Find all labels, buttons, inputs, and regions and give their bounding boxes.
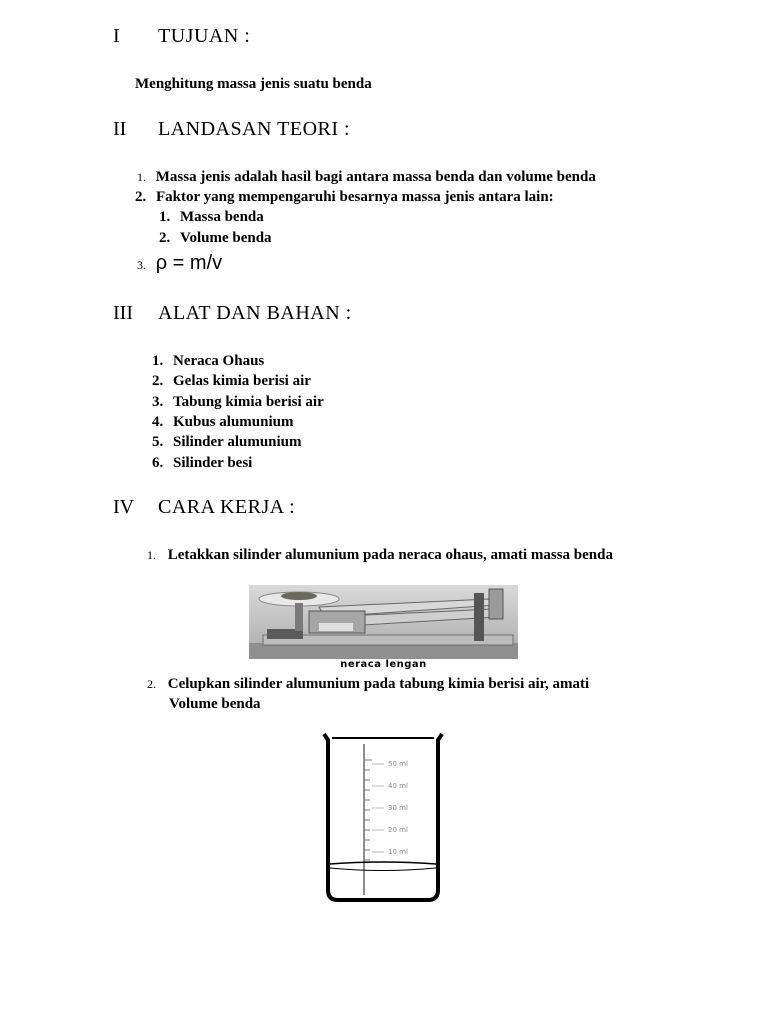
section-3-title: ALAT DAN BAHAN : <box>158 302 352 324</box>
list-number: 2. <box>135 189 147 205</box>
list-number: 2. <box>152 373 164 389</box>
list-text-continuation: Volume benda <box>169 696 261 712</box>
list-item <box>152 394 324 411</box>
beaker-mark-label: 10 ml <box>388 848 408 856</box>
beaker-mark-label: 50 ml <box>388 760 408 768</box>
list-item <box>147 676 589 693</box>
list-text: Faktor yang mempengaruhi besarnya massa jenis antara lain: <box>156 189 554 205</box>
formula-item <box>137 252 222 275</box>
list-text: Silinder alumunium <box>173 434 302 450</box>
list-number: 1. <box>147 548 156 562</box>
balance-caption: neraca lengan <box>340 659 427 670</box>
list-number: 1. <box>137 170 146 184</box>
list-number: 1. <box>159 209 171 225</box>
list-item <box>159 230 272 247</box>
list-text: Kubus alumunium <box>173 414 294 430</box>
list-text: Letakkan silinder alumunium pada neraca ohaus, amati massa benda <box>167 547 613 563</box>
section-2-title: LANDASAN TEORI : <box>158 118 351 140</box>
list-text: Tabung kimia berisi air <box>173 394 324 410</box>
list-item <box>152 373 311 390</box>
list-item <box>152 353 264 370</box>
list-item <box>159 209 264 226</box>
list-number: 6. <box>152 455 164 471</box>
water-meniscus <box>330 868 436 871</box>
objective-text: Menghitung massa jenis suatu benda <box>135 76 372 92</box>
section-2-number: II <box>113 118 127 140</box>
beaker-mark-label: 40 ml <box>388 782 408 790</box>
list-item <box>152 455 252 472</box>
section-1-number: I <box>113 25 120 47</box>
section-4-number: IV <box>113 496 135 518</box>
list-number: 3. <box>152 394 164 410</box>
list-item <box>147 547 613 564</box>
beaker-outline <box>324 734 442 900</box>
list-item <box>135 189 554 206</box>
list-number: 1. <box>152 353 164 369</box>
list-text: Silinder besi <box>173 455 253 471</box>
list-item <box>152 434 302 451</box>
beaker-image <box>318 730 448 905</box>
section-1-title: TUJUAN : <box>158 25 251 47</box>
list-number: 4. <box>152 414 164 430</box>
beaker-mark-label: 30 ml <box>388 804 408 812</box>
list-text: Volume benda <box>180 230 272 246</box>
list-item <box>152 414 293 431</box>
list-text: Massa jenis adalah hasil bagi antara massa benda dan volume benda <box>155 169 596 185</box>
list-number: 3. <box>137 258 146 272</box>
list-text: Gelas kimia berisi air <box>173 373 311 389</box>
balance-photo <box>249 585 518 659</box>
triple-beam-balance-image <box>249 585 518 659</box>
list-text: Massa benda <box>180 209 264 225</box>
beaker-mark-label: 20 ml <box>388 826 408 834</box>
section-4-title: CARA KERJA : <box>158 496 296 518</box>
water-surface <box>330 862 436 864</box>
list-number: 5. <box>152 434 164 450</box>
section-3-number: III <box>113 302 133 324</box>
list-item <box>137 169 596 186</box>
list-number: 2. <box>147 677 156 691</box>
density-formula: ρ = m/v <box>155 252 223 274</box>
list-text: Neraca Ohaus <box>173 353 265 369</box>
list-number: 2. <box>159 230 171 246</box>
list-text: Celupkan silinder alumunium pada tabung kimia berisi air, amati <box>167 676 590 692</box>
